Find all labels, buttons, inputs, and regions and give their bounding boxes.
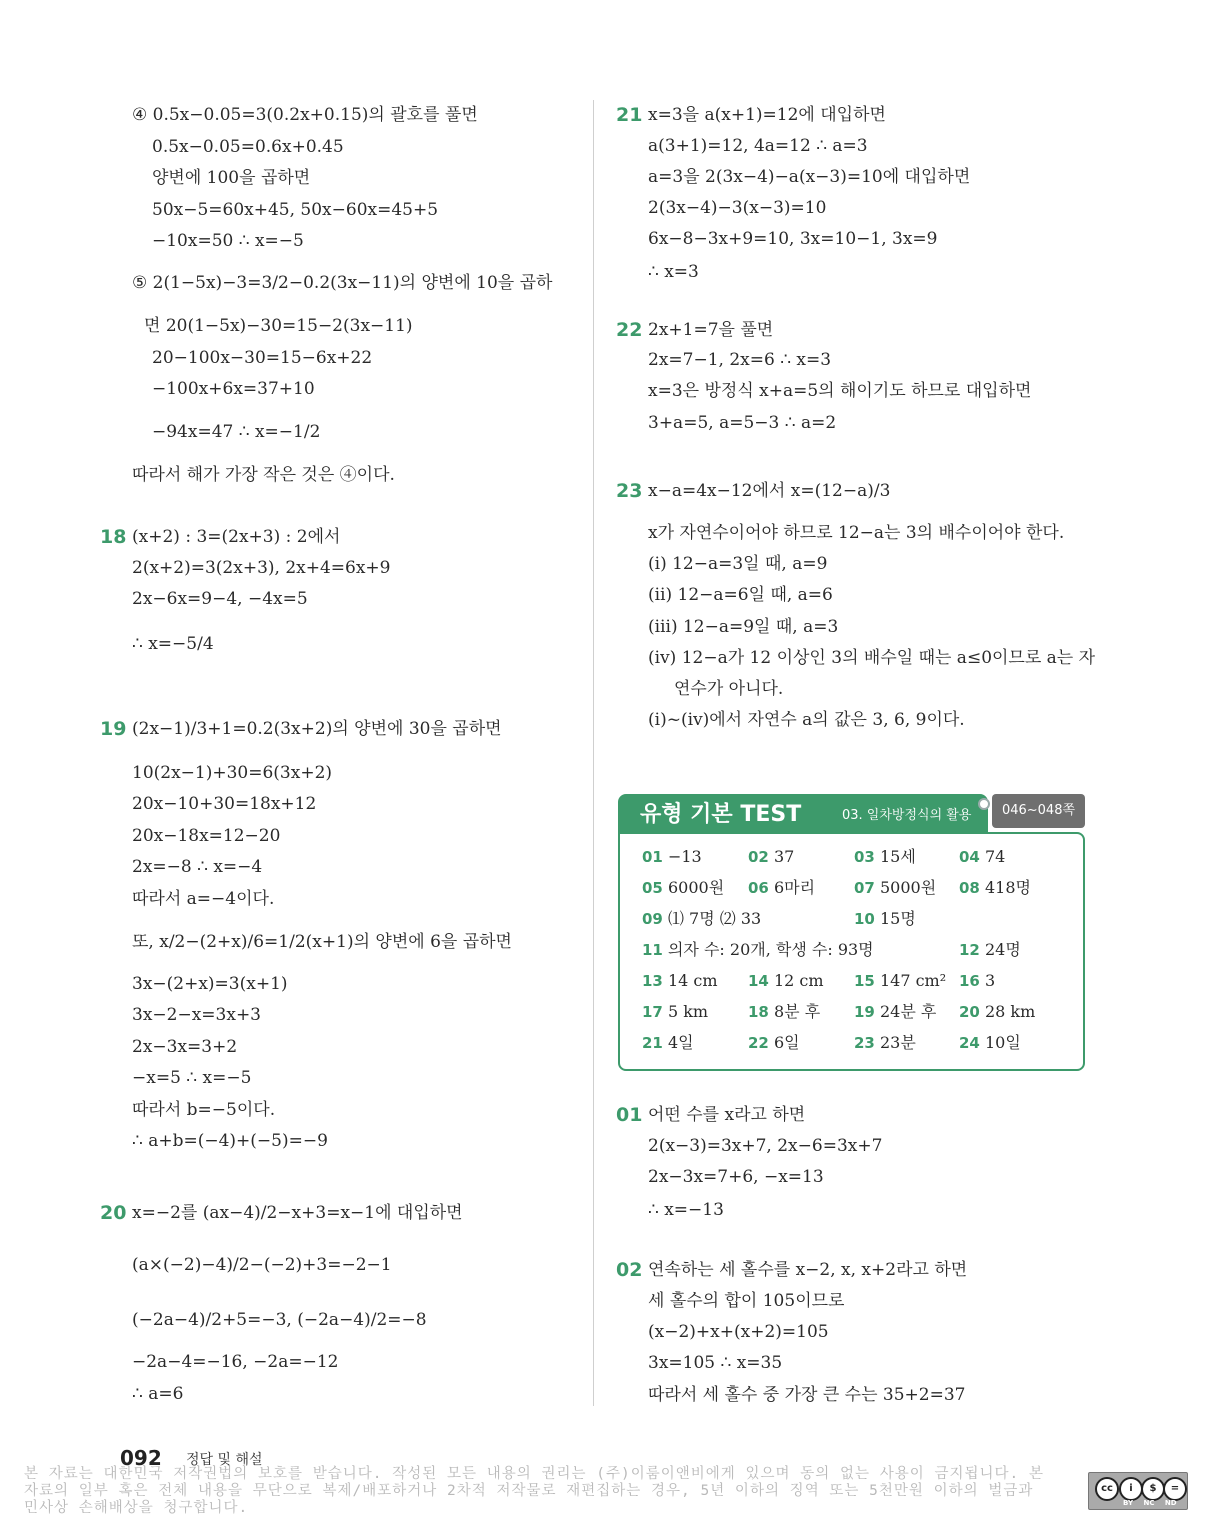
solution-line: (ⅰ)~(ⅳ)에서 자연수 a의 값은 3, 6, 9이다. [648,710,965,730]
answer-item: 03 15세 [854,847,916,866]
solution-line: 3x−(2+x)=3(x+1) [132,974,288,994]
answer-item: 06 6마리 [748,878,816,897]
answer-item: 01 −13 [642,847,702,866]
solution-line: 2x=7−1, 2x=6 ∴ x=3 [648,350,832,370]
solution-line: 20x−18x=12−20 [132,826,281,846]
solution-line: 3x−2−x=3x+3 [132,1005,262,1025]
answer-item: 15 147 cm² [854,971,947,990]
solution-line: 또, x/2−(2+x)/6=1/2(x+1)의 양변에 6을 곱하면 [132,932,512,952]
noderivatives-icon: = [1163,1477,1187,1501]
solution-line: (a×(−2)−4)/2−(−2)+3=−2−1 [132,1255,392,1275]
solution-line: 2(x−3)=3x+7, 2x−6=3x+7 [648,1136,883,1156]
answer-item: 02 37 [748,847,795,866]
answer-item: 04 74 [959,847,1006,866]
problem-number: 23 [616,480,643,502]
solution-line: x가 자연수이어야 하므로 12−a는 3의 배수이어야 한다. [648,523,1065,543]
solution-line: 3+a=5, a=5−3 ∴ a=2 [648,413,837,433]
answer-item: 20 28 km [959,1002,1036,1021]
answer-item: 23 23분 [854,1033,916,1052]
solution-line: 연수가 아니다. [674,679,784,699]
solution-line: ∴ x=−5/4 [132,634,214,654]
solution-line: (ⅳ) 12−a가 12 이상인 3의 배수일 때는 a≤0이므로 a는 자 [648,648,1096,668]
solution-line: 0.5x−0.05=0.6x+0.45 [152,137,344,157]
answer-item: 11 의자 수: 20개, 학생 수: 93명 [642,940,874,959]
answer-item: 19 24분 후 [854,1002,937,1021]
solution-line: 2x−6x=9−4, −4x=5 [132,589,308,609]
answer-grid [618,832,1085,1071]
problem-number: 22 [616,319,643,341]
solution-line: ∴ a+b=(−4)+(−5)=−9 [132,1131,328,1151]
answer-item: 16 3 [959,971,996,990]
answer-item: 08 418명 [959,878,1031,897]
solution-line: 양변에 100을 곱하면 [152,168,311,188]
problem-number: 21 [616,104,643,126]
test-header-tab [618,794,988,836]
solution-line: ∴ x=−13 [648,1200,724,1220]
page-range-badge: 046~048쪽 [992,794,1085,828]
solution-line: x=3은 방정식 x+a=5의 해이기도 하므로 대입하면 [648,381,1032,401]
solution-line: 세 홀수의 합이 105이므로 [648,1291,845,1311]
column-divider [593,100,594,1406]
solution-line: (ⅲ) 12−a=9일 때, a=3 [648,617,839,637]
test-subtitle: 03. 일차방정식의 활용 [842,808,972,823]
solution-line: ∴ a=6 [132,1384,184,1404]
solution-line: 어떤 수를 x라고 하면 [648,1105,806,1125]
solution-line: (x−2)+x+(x+2)=105 [648,1322,829,1342]
basic-test-box [618,794,1085,1071]
solution-line: −x=5 ∴ x=−5 [132,1068,252,1088]
solution-line: x=−2를 (ax−4)/2−x+3=x−1에 대입하면 [132,1203,463,1223]
page-number: 092 [120,1446,162,1470]
solution-line: 면 20(1−5x)−30=15−2(3x−11) [144,316,413,336]
problem-number: 19 [100,718,127,740]
solution-line: 2(x+2)=3(2x+3), 2x+4=6x+9 [132,558,391,578]
section-label: 정답 및 해설 [186,1452,263,1468]
solution-line: (x+2) : 3=(2x+3) : 2에서 [132,527,341,547]
connector-dot-icon [978,798,990,810]
answer-item: 24 10일 [959,1033,1021,1052]
test-title: 유형 기본 TEST [640,802,802,827]
solution-line: 10(2x−1)+30=6(3x+2) [132,763,333,783]
copyright-notice: 본 자료는 대한민국 저작권법의 보호를 받습니다. 작성된 모든 내용의 권리는 (주)이룸이앤비에게 있으며 동의 없는 사용이 금지됩니다. 본 자료의 일부 혹은 전체 내용을 무단으로 복제/배포하거나 2차적 저작물로 재편집하는 경우, 5년 이하의 징역 또는 5천만원 이하의 벌금과 민사상 손해배상을 청구합니다. [24,1466,1044,1516]
solution-line: ∴ x=3 [648,262,699,282]
solution-line: −100x+6x=37+10 [152,379,315,399]
answer-item: 10 15명 [854,909,916,928]
solution-line: x−a=4x−12에서 x=(12−a)/3 [648,481,891,501]
problem-number: 02 [616,1259,643,1281]
solution-line: 따라서 해가 가장 작은 것은 ④이다. [132,465,395,485]
solution-line: −10x=50 ∴ x=−5 [152,231,304,251]
solution-line: 2x+1=7을 풀면 [648,320,774,340]
solution-line: (−2a−4)/2+5=−3, (−2a−4)/2=−8 [132,1310,427,1330]
answer-item: 21 4일 [642,1033,694,1052]
answer-item: 09 ⑴ 7명 ⑵ 33 [642,909,762,928]
solution-line: (2x−1)/3+1=0.2(3x+2)의 양변에 30을 곱하면 [132,719,502,739]
answer-item: 14 12 cm [748,971,824,990]
answer-item: 17 5 km [642,1002,709,1021]
answer-item: 18 8분 후 [748,1002,821,1021]
solution-line: 따라서 세 홀수 중 가장 큰 수는 35+2=37 [648,1385,966,1405]
solution-line: 2x=−8 ∴ x=−4 [132,857,263,877]
solution-line: 따라서 b=−5이다. [132,1100,276,1120]
answer-item: 05 6000원 [642,878,725,897]
solution-line: ⑤ 2(1−5x)−3=3/2−0.2(3x−11)의 양변에 10을 곱하 [132,273,553,293]
solution-line: 6x−8−3x+9=10, 3x=10−1, 3x=9 [648,229,938,249]
solution-line: x=3을 a(x+1)=12에 대입하면 [648,105,886,125]
solution-line: 2x−3x=7+6, −x=13 [648,1167,824,1187]
solution-line: 50x−5=60x+45, 50x−60x=45+5 [152,200,439,220]
solution-line: 20−100x−30=15−6x+22 [152,348,373,368]
problem-number: 01 [616,1104,643,1126]
license-tags: BY NC ND [1123,1499,1177,1507]
answer-item: 13 14 cm [642,971,718,990]
noncommercial-icon: $ [1141,1477,1165,1501]
solution-line: −2a−4=−16, −2a=−12 [132,1352,339,1372]
solution-line: 따라서 a=−4이다. [132,889,275,909]
attribution-icon: i [1119,1477,1143,1501]
answer-item: 07 5000원 [854,878,937,897]
solution-line: ④ 0.5x−0.05=3(0.2x+0.15)의 괄호를 풀면 [132,105,478,125]
solution-line: 20x−10+30=18x+12 [132,794,317,814]
answer-item: 12 24명 [959,940,1021,959]
solution-line: 2(3x−4)−3(x−3)=10 [648,198,827,218]
cc-icon: cc [1095,1477,1119,1501]
solution-line: −94x=47 ∴ x=−1/2 [152,422,321,442]
solution-line: 2x−3x=3+2 [132,1037,238,1057]
cc-license-badge [1088,1472,1188,1510]
solution-line: 연속하는 세 홀수를 x−2, x, x+2라고 하면 [648,1260,968,1280]
problem-number: 20 [100,1202,127,1224]
answer-item: 22 6일 [748,1033,800,1052]
problem-number: 18 [100,526,127,548]
solution-line: (ⅰ) 12−a=3일 때, a=9 [648,554,828,574]
solution-line: 3x=105 ∴ x=35 [648,1353,783,1373]
solution-line: a(3+1)=12, 4a=12 ∴ a=3 [648,136,868,156]
solution-line: a=3을 2(3x−4)−a(x−3)=10에 대입하면 [648,167,971,187]
solution-line: (ⅱ) 12−a=6일 때, a=6 [648,585,833,605]
